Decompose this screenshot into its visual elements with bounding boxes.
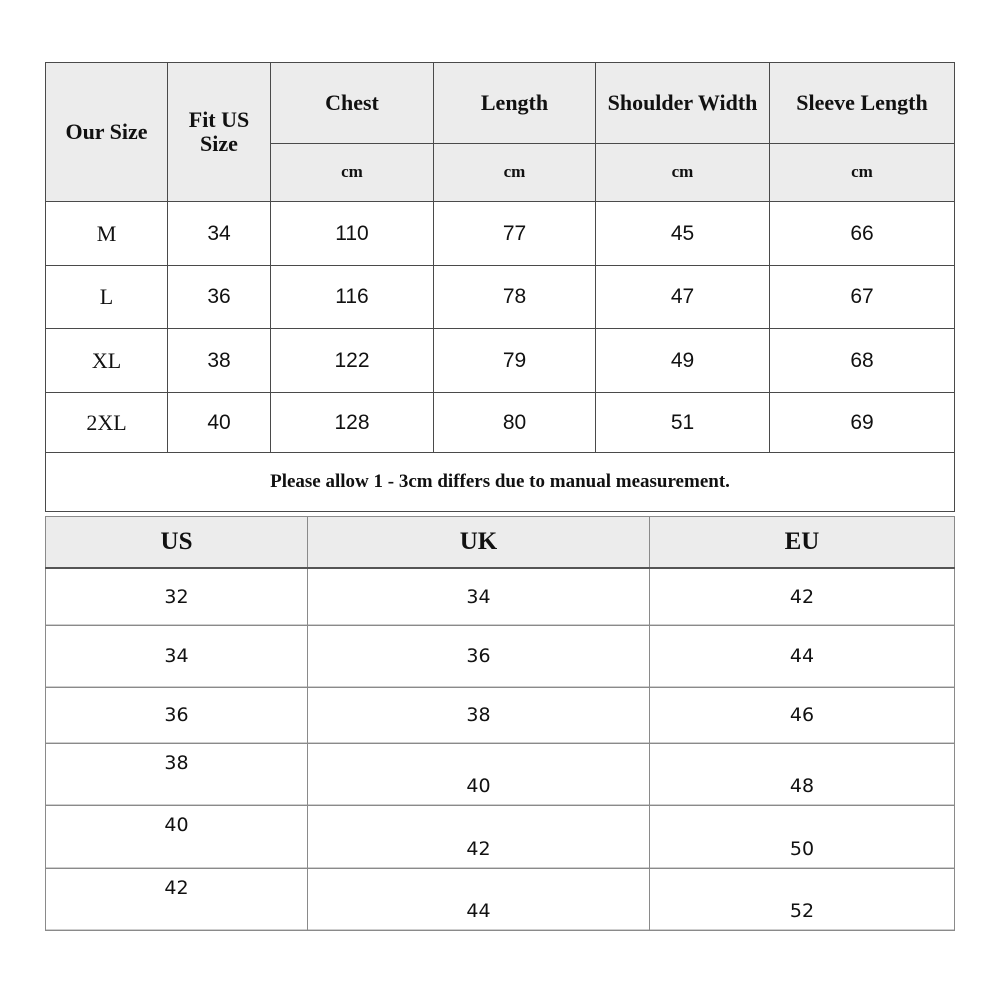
eu-value: 50 [650, 805, 955, 868]
size-chart-note-row [46, 453, 955, 512]
uk-value: 36 [308, 625, 650, 687]
shoulder-value: 45 [596, 202, 770, 266]
eu-value: 44 [650, 625, 955, 687]
measurement-note: Please allow 1 - 3cm differs due to manual measurement. [46, 453, 955, 512]
header-us: US [46, 517, 308, 569]
size-row [46, 202, 955, 266]
us-value: 42 [46, 868, 308, 930]
shoulder-value: 47 [596, 265, 770, 329]
header-fit-us-line2: Size [200, 131, 238, 157]
size-label: M [46, 202, 168, 266]
conversion-row [46, 743, 955, 805]
header-sleeve-length: Sleeve Length [770, 63, 955, 144]
size-chart-table [45, 62, 955, 512]
us-size-value: 36 [168, 265, 271, 329]
header-shoulder-width: Shoulder Width [596, 63, 770, 144]
shoulder-value: 49 [596, 329, 770, 393]
size-conversion-table [45, 516, 955, 931]
us-size-value: 40 [168, 392, 271, 453]
chest-value: 128 [271, 392, 434, 453]
header-fit-us-size [168, 63, 271, 202]
uk-value: 42 [308, 805, 650, 868]
sleeve-value: 68 [770, 329, 955, 393]
uk-value: 38 [308, 687, 650, 743]
chest-value: 122 [271, 329, 434, 393]
conversion-row [46, 625, 955, 687]
sleeve-value: 66 [770, 202, 955, 266]
us-value: 38 [46, 743, 308, 805]
us-value: 40 [46, 805, 308, 868]
sleeve-value: 67 [770, 265, 955, 329]
size-row [46, 392, 955, 453]
uk-value: 40 [308, 743, 650, 805]
header-length: Length [434, 63, 596, 144]
header-fit-us-line1: Fit US [188, 107, 250, 133]
conversion-row [46, 568, 955, 625]
header-our-size: Our Size [46, 63, 168, 202]
conversion-header-row [46, 517, 955, 569]
uk-value: 44 [308, 868, 650, 930]
unit-sleeve: cm [770, 143, 955, 202]
us-value: 34 [46, 625, 308, 687]
conversion-row [46, 687, 955, 743]
uk-value: 34 [308, 568, 650, 625]
size-chart-header-row [46, 63, 955, 144]
size-row [46, 265, 955, 329]
size-row [46, 329, 955, 393]
size-label: XL [46, 329, 168, 393]
size-label: L [46, 265, 168, 329]
length-value: 78 [434, 265, 596, 329]
header-uk: UK [308, 517, 650, 569]
unit-length: cm [434, 143, 596, 202]
sleeve-value: 69 [770, 392, 955, 453]
eu-value: 48 [650, 743, 955, 805]
header-eu: EU [650, 517, 955, 569]
us-size-value: 34 [168, 202, 271, 266]
eu-value: 46 [650, 687, 955, 743]
eu-value: 42 [650, 568, 955, 625]
eu-value: 52 [650, 868, 955, 930]
conversion-row [46, 805, 955, 868]
length-value: 80 [434, 392, 596, 453]
unit-shoulder: cm [596, 143, 770, 202]
chest-value: 116 [271, 265, 434, 329]
us-value: 32 [46, 568, 308, 625]
length-value: 79 [434, 329, 596, 393]
size-label: 2XL [46, 392, 168, 453]
unit-chest: cm [271, 143, 434, 202]
us-size-value: 38 [168, 329, 271, 393]
us-value: 36 [46, 687, 308, 743]
header-chest: Chest [271, 63, 434, 144]
shoulder-value: 51 [596, 392, 770, 453]
conversion-row [46, 868, 955, 930]
chest-value: 110 [271, 202, 434, 266]
length-value: 77 [434, 202, 596, 266]
